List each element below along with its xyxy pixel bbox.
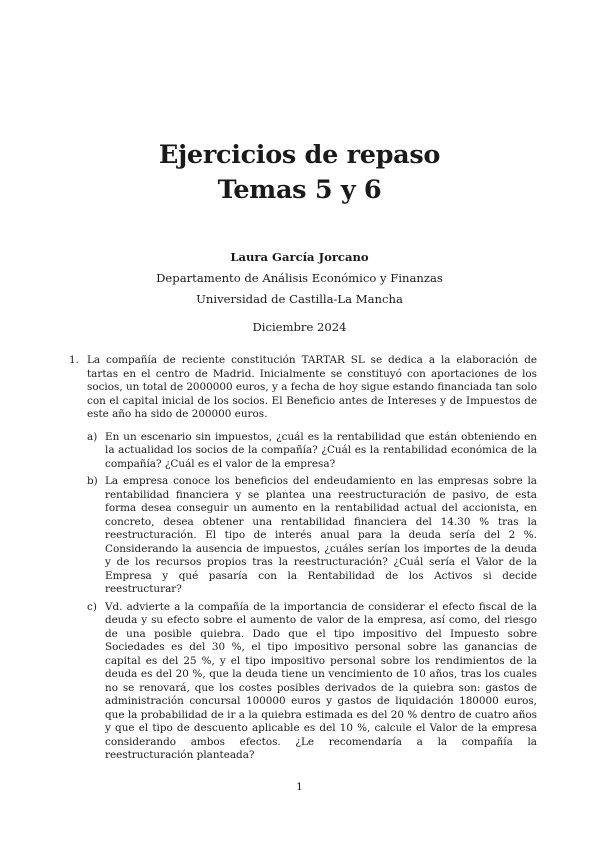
document-date: Diciembre 2024 bbox=[252, 320, 347, 334]
title-line-2: Temas 5 y 6 bbox=[217, 175, 382, 205]
department: Departamento de Análisis Económico y Finanzas bbox=[156, 271, 443, 285]
exercise-parts bbox=[87, 431, 537, 763]
exercise-statement: La compañía de reciente constitución TARTAR SL se dedica a la elaboración de tartas en el centro de Madrid. Inicialmente se constituyó con aportaciones de los socios, un total de 2000000 euros, y a fecha de hoy sigue estando financiada tan solo con el capital inicial de los socios. El Beneficio antes de Intereses y de Impuestos de este año ha sido de 200000 euros. bbox=[87, 354, 537, 420]
title-line-1: Ejercicios de repaso bbox=[158, 140, 441, 170]
exercise-part-b bbox=[87, 475, 537, 597]
exercise-number: 1. bbox=[69, 354, 79, 366]
author-name: Laura García Jorcano bbox=[230, 250, 369, 264]
page-number: 1 bbox=[296, 781, 303, 793]
part-text: Vd. advierte a la compañía de la importancia de considerar el efecto fiscal de la deuda y su efecto sobre el aumento de valor de la empresa, así como, del riesgo de una posible quiebra. Dado que el tipo impositivo del Impuesto sobre Sociedades es del 30 %, el tipo impositivo personal sobre las ganancias de capital es del 25 %, y el tipo impositivo personal sobre los rendimientos de la deuda es del 20 %, que la deuda tiene un vencimiento de 10 años, tras los cuales no se renovará, que los costes posibles derivados de la quiebra son: gastos de administración concursal 100000 euros y gastos de liquidación 180000 euros, que la probabilidad de ir a la quiebra estimada es del 20 % dentro de cuatro años y que el tipo de descuento aplicable es del 10 %, calcule el Valor de la empresa considerando ambos efectos. ¿Le recomendaría a la compañía la reestructuración planteada? bbox=[105, 600, 537, 761]
document-title bbox=[0, 138, 599, 208]
part-text: La empresa conoce los beneficios del endeudamiento en las empresas sobre la rentabilidad financiera y se plantea una reestructuración de pasivo, de esta forma desea conseguir un aumento en la rentabilidad actual del accionista, en concreto, desea obtener una rentabilidad financiera del 14.30 % tras la reestructuración. El tipo de interés anual para la deuda sería del 2 %. Considerando la ausencia de impuestos, ¿cuáles serían los importes de la deuda y de los recursos propios tras la reestructuración? ¿Cuál sería el Valor de la Empresa y qué pasaría con la Rentabilidad de los Activos si decide reestructurar? bbox=[105, 475, 537, 595]
exercise-part-c bbox=[87, 601, 537, 763]
university: Universidad de Castilla-La Mancha bbox=[196, 292, 403, 306]
author-block bbox=[0, 247, 599, 338]
part-label: b) bbox=[87, 475, 98, 487]
part-label: c) bbox=[87, 600, 97, 613]
exercise-list bbox=[69, 354, 537, 767]
exercise-part-a bbox=[87, 431, 537, 472]
part-label: a) bbox=[87, 430, 98, 443]
exercise-item bbox=[69, 354, 537, 422]
part-text: En un escenario sin impuestos, ¿cuál es la rentabilidad que están obteniendo en la actualidad los socios de la compañía? ¿Cuál es la rentabilidad económica de la compañía? ¿Cuál es el valor de la empresa? bbox=[105, 430, 537, 470]
